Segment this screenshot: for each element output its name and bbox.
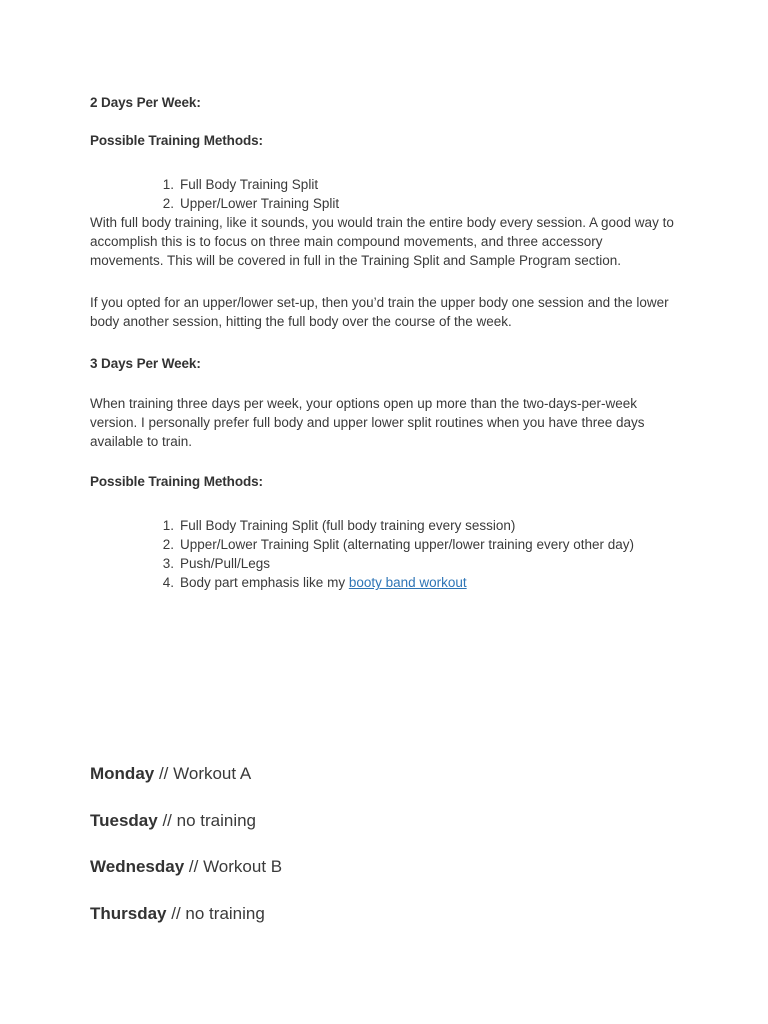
list-item-text: Push/Pull/Legs bbox=[180, 556, 271, 571]
list-item bbox=[90, 554, 634, 573]
paragraph-upper-lower: If you opted for an upper/lower set-up, then you’d train the upper body one session and the lower body another session, hitting the full body over the course of the week. bbox=[90, 295, 669, 329]
methods-list-1 bbox=[90, 175, 339, 213]
heading-training-methods-1: Possible Training Methods: bbox=[90, 133, 263, 148]
day-name: Monday bbox=[90, 764, 155, 783]
methods-list-2 bbox=[90, 516, 634, 592]
list-item bbox=[90, 194, 339, 213]
day-name: Tuesday bbox=[90, 811, 158, 830]
paragraph-full-body: With full body training, like it sounds, you would train the entire body every session. A good way to accomplish this is to focus on three main compound movements, and three accessory movements. This will be covered in full in the Training Split and Sample Program section. bbox=[90, 215, 674, 268]
schedule-row-tuesday bbox=[90, 811, 256, 831]
booty-band-workout-link[interactable]: booty band workout bbox=[348, 575, 467, 590]
schedule-row-thursday bbox=[90, 904, 265, 924]
list-item-text: Upper/Lower Training Split bbox=[180, 196, 340, 211]
list-number: 4. bbox=[162, 575, 174, 590]
list-number: 2. bbox=[162, 537, 174, 552]
list-item-text: Upper/Lower Training Split (alternating upper/lower training every other day) bbox=[180, 537, 634, 552]
day-name: Thursday bbox=[90, 904, 167, 923]
list-number: 1. bbox=[162, 518, 174, 533]
list-item-text: Body part emphasis like my bbox=[180, 575, 349, 590]
heading-two-days: 2 Days Per Week: bbox=[90, 95, 201, 110]
list-number: 2. bbox=[162, 196, 174, 211]
schedule-row-monday bbox=[90, 764, 251, 784]
day-activity: // Workout B bbox=[184, 857, 283, 876]
day-activity: // no training bbox=[157, 811, 256, 830]
list-number: 1. bbox=[162, 177, 174, 192]
list-item bbox=[90, 573, 634, 592]
list-item bbox=[90, 175, 339, 194]
schedule-row-wednesday bbox=[90, 857, 282, 877]
heading-training-methods-2: Possible Training Methods: bbox=[90, 474, 263, 489]
list-item bbox=[90, 535, 634, 554]
list-item-text: Full Body Training Split (full body training every session) bbox=[180, 518, 516, 533]
heading-three-days: 3 Days Per Week: bbox=[90, 356, 201, 371]
day-name: Wednesday bbox=[90, 857, 185, 876]
list-item-text: Full Body Training Split bbox=[180, 177, 319, 192]
list-number: 3. bbox=[162, 556, 174, 571]
day-activity: // no training bbox=[166, 904, 265, 923]
day-activity: // Workout A bbox=[154, 764, 252, 783]
list-item bbox=[90, 516, 634, 535]
paragraph-three-days: When training three days per week, your options open up more than the two-days-per-week version. I personally prefer full body and upper lower split routines when you have three days available to train. bbox=[90, 396, 645, 449]
